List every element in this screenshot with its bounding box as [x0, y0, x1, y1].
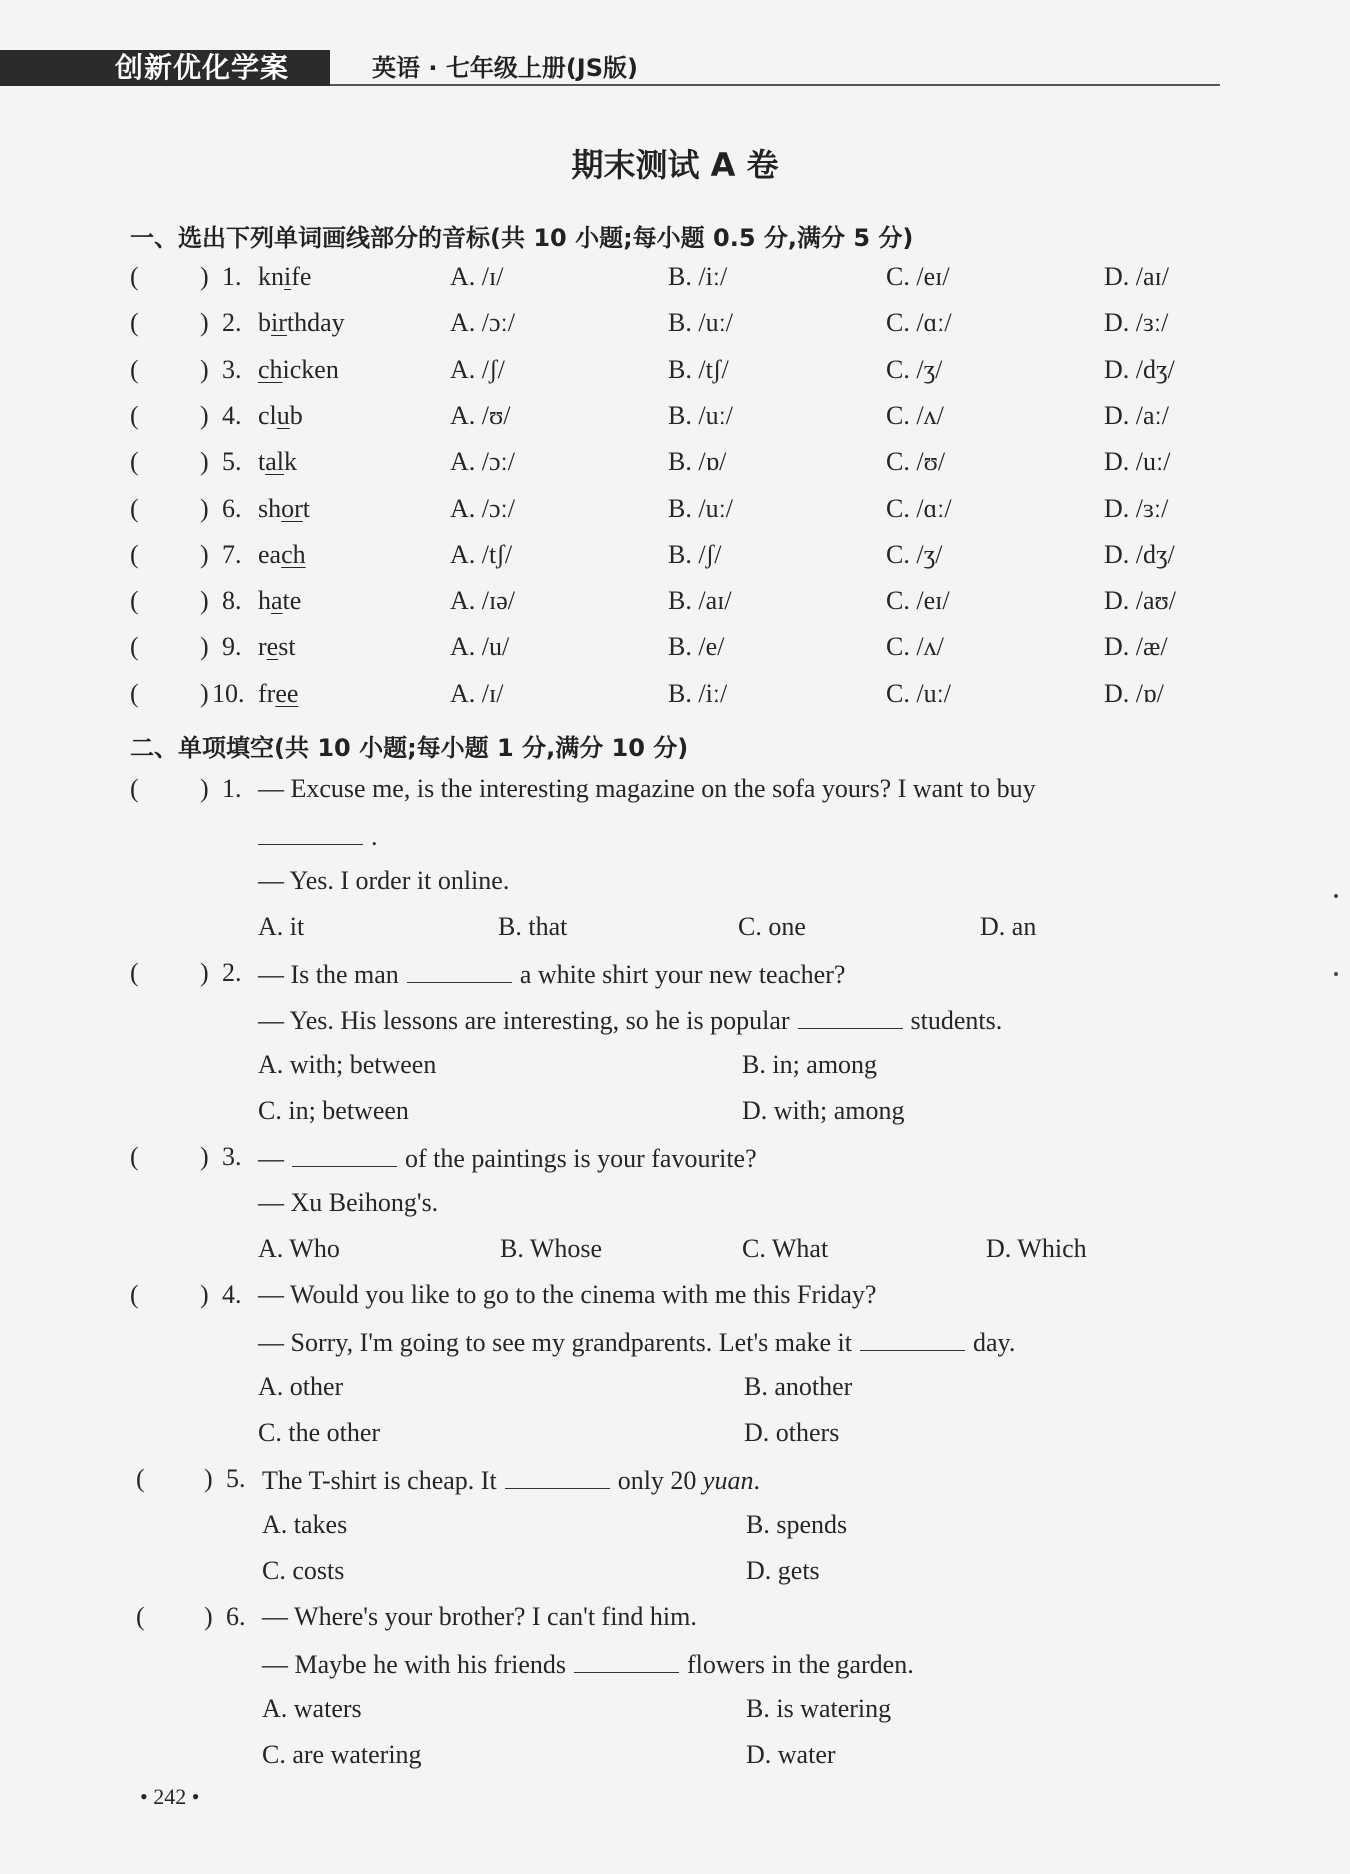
- option-d: D. /dʒ/: [1104, 539, 1175, 569]
- word-suffix: st: [278, 632, 296, 662]
- phonetic-question-row: [0, 494, 1350, 534]
- question-word: [258, 308, 345, 338]
- answer-paren-close: ): [200, 632, 209, 662]
- question-number: 3.: [222, 1142, 242, 1171]
- page-number-value: 242: [153, 1784, 187, 1809]
- answer-blank: [574, 1648, 679, 1673]
- question-text-end: .: [371, 822, 378, 851]
- question-period: .: [753, 1466, 760, 1495]
- reply-text-end: day.: [973, 1328, 1016, 1357]
- answer-paren-open: (: [136, 1464, 145, 1493]
- header-subject: 英语 · 七年级上册(JS版): [372, 54, 638, 82]
- answer-paren-open: (: [130, 539, 139, 569]
- section1-heading: 一、选出下列单词画线部分的音标(共 10 小题;每小题 0.5 分,满分 5 分): [130, 224, 914, 252]
- word-underlined: ch: [258, 354, 283, 384]
- option-c: C. /eɪ/: [886, 262, 950, 291]
- question-number: 2.: [222, 958, 242, 987]
- question-word: [258, 494, 310, 524]
- question-word: [258, 679, 298, 709]
- question-number: 10.: [212, 678, 245, 708]
- option-b: B. /e/: [668, 632, 725, 662]
- answer-paren-open: (: [130, 774, 139, 803]
- answer-paren-close: ): [200, 958, 209, 987]
- option-c: C. /eɪ/: [886, 586, 950, 616]
- option-c: C. one: [738, 912, 806, 941]
- scan-speck: [1334, 894, 1338, 898]
- word-prefix: cl: [258, 400, 277, 430]
- option-d: D. /aː/: [1104, 400, 1169, 430]
- reply-text-end: students.: [910, 1006, 1003, 1035]
- reply-text-end: flowers in the garden.: [687, 1650, 914, 1679]
- question-number: 4.: [222, 1280, 242, 1309]
- question-number: 5.: [222, 447, 242, 477]
- answer-blank: [798, 1004, 903, 1029]
- option-b: B. /ʃ/: [668, 539, 722, 569]
- option-d: D. with; among: [742, 1096, 905, 1125]
- option-d: D. Which: [986, 1234, 1087, 1263]
- option-a: A. with; between: [258, 1050, 437, 1079]
- answer-paren-open: (: [130, 447, 139, 477]
- option-c: C. the other: [258, 1418, 381, 1447]
- option-c: C. What: [742, 1234, 829, 1263]
- option-c: C. are watering: [262, 1740, 422, 1769]
- phonetic-question-row: [0, 679, 1350, 719]
- option-d: D. water: [746, 1740, 836, 1769]
- answer-paren-close: ): [200, 1280, 209, 1309]
- option-a: A. waters: [262, 1694, 362, 1723]
- question-number: 8.: [222, 586, 242, 616]
- option-d: D. others: [744, 1418, 840, 1447]
- option-b: B. that: [498, 912, 568, 941]
- word-underlined: or: [281, 493, 303, 523]
- answer-blank: [505, 1464, 610, 1489]
- option-d: D. /uː/: [1104, 447, 1171, 477]
- reply-text: — Yes. I order it online.: [258, 866, 510, 895]
- option-b: B. /iː/: [668, 262, 728, 291]
- answer-paren-open: (: [130, 308, 139, 338]
- option-b: B. in; among: [742, 1050, 878, 1079]
- question-number: 4.: [222, 400, 242, 430]
- question-word: [258, 586, 301, 616]
- answer-paren-close: ): [200, 586, 209, 616]
- question-text: — Excuse me, is the interesting magazine on the sofa yours? I want to buy: [258, 774, 1036, 803]
- word-suffix: icken: [282, 354, 339, 384]
- question-word: [258, 355, 339, 385]
- answer-paren-open: (: [130, 958, 139, 987]
- word-suffix: thday: [286, 308, 345, 338]
- option-c: C. /ɑː/: [886, 308, 952, 338]
- word-underlined: ch: [281, 539, 306, 569]
- answer-paren-open: (: [130, 632, 139, 662]
- option-c: C. /uː/: [886, 678, 952, 708]
- option-a: A. /ɪə/: [450, 586, 515, 616]
- option-d: D. /æ/: [1104, 632, 1168, 662]
- question-number: 1.: [222, 774, 242, 803]
- phonetic-question-row: [0, 262, 1350, 302]
- option-c: C. /ʊ/: [886, 447, 946, 477]
- question-number: 3.: [222, 354, 242, 384]
- option-d: D. /dʒ/: [1104, 354, 1175, 384]
- option-c: C. /ʌ/: [886, 400, 944, 430]
- answer-paren-open: (: [130, 400, 139, 430]
- option-d: D. /ɒ/: [1104, 678, 1164, 708]
- word-prefix: b: [258, 308, 271, 338]
- question-text: The T-shirt is cheap. It: [262, 1466, 497, 1495]
- phonetic-question-row: [0, 308, 1350, 348]
- reply-text: — Xu Beihong's.: [258, 1188, 439, 1217]
- word-suffix: b: [289, 400, 303, 430]
- answer-paren-open: (: [130, 1280, 139, 1309]
- phonetic-question-row: [0, 401, 1350, 441]
- option-b: B. /uː/: [668, 308, 734, 338]
- answer-paren-close: ): [200, 493, 209, 523]
- phonetic-question-row: [0, 447, 1350, 487]
- option-a: A. /ɔː/: [450, 447, 515, 477]
- option-d: D. an: [980, 912, 1037, 941]
- word-prefix: kn: [258, 262, 284, 291]
- question-number: 5.: [226, 1464, 246, 1493]
- question-word: [258, 401, 303, 431]
- answer-paren-open: (: [130, 262, 139, 291]
- word-suffix: t: [302, 493, 311, 523]
- word-suffix: te: [282, 586, 302, 616]
- answer-blank: [407, 958, 512, 983]
- answer-paren-close: ): [200, 262, 209, 291]
- question-text-mid: only 20: [617, 1466, 697, 1495]
- option-d: D. /aɪ/: [1104, 262, 1169, 291]
- reply-text: — Maybe he with his friends: [262, 1650, 567, 1679]
- answer-paren-open: (: [136, 1602, 145, 1631]
- page-title: 期末测试 A 卷: [571, 146, 779, 184]
- question-dash: —: [258, 1144, 284, 1173]
- question-word: [258, 632, 296, 662]
- scan-speck: [1334, 972, 1338, 976]
- word-prefix: fr: [258, 678, 276, 708]
- option-c: C. /ʌ/: [886, 632, 944, 662]
- question-text: — Where's your brother? I can't find him.: [262, 1602, 697, 1631]
- option-a: A. /u/: [450, 632, 510, 662]
- word-underlined: i: [284, 262, 292, 291]
- question-number: 6.: [222, 493, 242, 523]
- answer-blank: [860, 1326, 965, 1351]
- section2-heading: 二、单项填空(共 10 小题;每小题 1 分,满分 10 分): [130, 734, 689, 762]
- option-d: D. /aʊ/: [1104, 586, 1177, 616]
- reply-text: — Yes. His lessons are interesting, so he is popular: [258, 1006, 790, 1035]
- option-b: B. /tʃ/: [668, 354, 729, 384]
- option-c: C. /ʒ/: [886, 354, 943, 384]
- question-number: 2.: [222, 308, 242, 338]
- word-prefix: r: [258, 632, 267, 662]
- answer-paren-close: ): [200, 400, 209, 430]
- option-b: B. another: [744, 1372, 853, 1401]
- phonetic-question-row: [0, 632, 1350, 672]
- currency-word: yuan: [702, 1466, 754, 1495]
- option-a: A. /ɔː/: [450, 493, 515, 523]
- option-a: A. /ɪ/: [450, 262, 504, 291]
- answer-paren-close: ): [204, 1464, 213, 1493]
- reply-text: — Sorry, I'm going to see my grandparents. Let's make it: [258, 1328, 853, 1357]
- question-text: — Is the man: [258, 960, 399, 989]
- answer-paren-close: ): [200, 308, 209, 338]
- option-b: B. /ɒ/: [668, 447, 727, 477]
- header-brand: 创新优化学案: [0, 50, 330, 86]
- option-c: C. /ʒ/: [886, 539, 943, 569]
- option-b: B. /uː/: [668, 400, 734, 430]
- option-a: A. takes: [262, 1510, 348, 1539]
- answer-paren-close: ): [204, 1602, 213, 1631]
- option-a: A. /ɪ/: [450, 678, 504, 708]
- question-number: 1.: [222, 262, 242, 291]
- word-underlined: ir: [271, 308, 287, 338]
- page-number: • 242 •: [140, 1784, 200, 1809]
- option-a: A. Who: [258, 1234, 340, 1263]
- question-number: 6.: [226, 1602, 246, 1631]
- option-b: B. /aɪ/: [668, 586, 732, 616]
- option-a: A. /ɔː/: [450, 308, 515, 338]
- question-word: [258, 447, 297, 477]
- answer-paren-open: (: [130, 1142, 139, 1171]
- option-b: B. is watering: [746, 1694, 892, 1723]
- word-prefix: sh: [258, 493, 282, 523]
- question-number: 7.: [222, 539, 242, 569]
- word-suffix: k: [284, 447, 297, 477]
- option-b: B. Whose: [500, 1234, 603, 1263]
- option-d: D. gets: [746, 1556, 820, 1585]
- phonetic-question-row: [0, 540, 1350, 580]
- option-c: C. /ɑː/: [886, 493, 952, 523]
- word-underlined: ee: [275, 678, 299, 708]
- option-a: A. /ʊ/: [450, 400, 511, 430]
- answer-paren-open: (: [130, 678, 139, 708]
- word-underlined: a: [271, 586, 283, 616]
- word-underlined: e: [266, 632, 279, 662]
- option-c: C. in; between: [258, 1096, 409, 1125]
- word-underlined: al: [265, 447, 284, 477]
- header-rule: [330, 84, 1220, 86]
- answer-paren-open: (: [130, 493, 139, 523]
- word-underlined: u: [276, 400, 290, 430]
- option-a: A. other: [258, 1372, 344, 1401]
- option-c: C. costs: [262, 1556, 345, 1585]
- answer-blank: [258, 820, 363, 845]
- question-text: — Would you like to go to the cinema with me this Friday?: [258, 1280, 877, 1309]
- answer-paren-close: ): [200, 678, 209, 708]
- answer-blank: [292, 1142, 397, 1167]
- option-d: D. /ɜː/: [1104, 493, 1169, 523]
- answer-paren-open: (: [130, 586, 139, 616]
- question-number: 9.: [222, 632, 242, 662]
- option-b: B. spends: [746, 1510, 848, 1539]
- option-b: B. /uː/: [668, 493, 734, 523]
- phonetic-question-row: [0, 355, 1350, 395]
- phonetic-question-row: [0, 586, 1350, 626]
- word-prefix: t: [258, 447, 266, 477]
- answer-paren-open: (: [130, 354, 139, 384]
- option-a: A. /ʃ/: [450, 354, 505, 384]
- option-b: B. /iː/: [668, 678, 728, 708]
- question-word: [258, 262, 311, 292]
- answer-paren-close: ): [200, 354, 209, 384]
- answer-paren-close: ): [200, 1142, 209, 1171]
- question-word: [258, 540, 306, 570]
- question-text-end: a white shirt your new teacher?: [519, 960, 846, 989]
- answer-paren-close: ): [200, 539, 209, 569]
- word-prefix: ea: [258, 539, 282, 569]
- answer-paren-close: ): [200, 447, 209, 477]
- option-d: D. /ɜː/: [1104, 308, 1169, 338]
- option-a: A. it: [258, 912, 305, 941]
- answer-paren-close: ): [200, 774, 209, 803]
- option-a: A. /tʃ/: [450, 539, 513, 569]
- question-text: of the paintings is your favourite?: [405, 1144, 757, 1173]
- word-suffix: fe: [291, 262, 312, 291]
- word-prefix: h: [258, 586, 271, 616]
